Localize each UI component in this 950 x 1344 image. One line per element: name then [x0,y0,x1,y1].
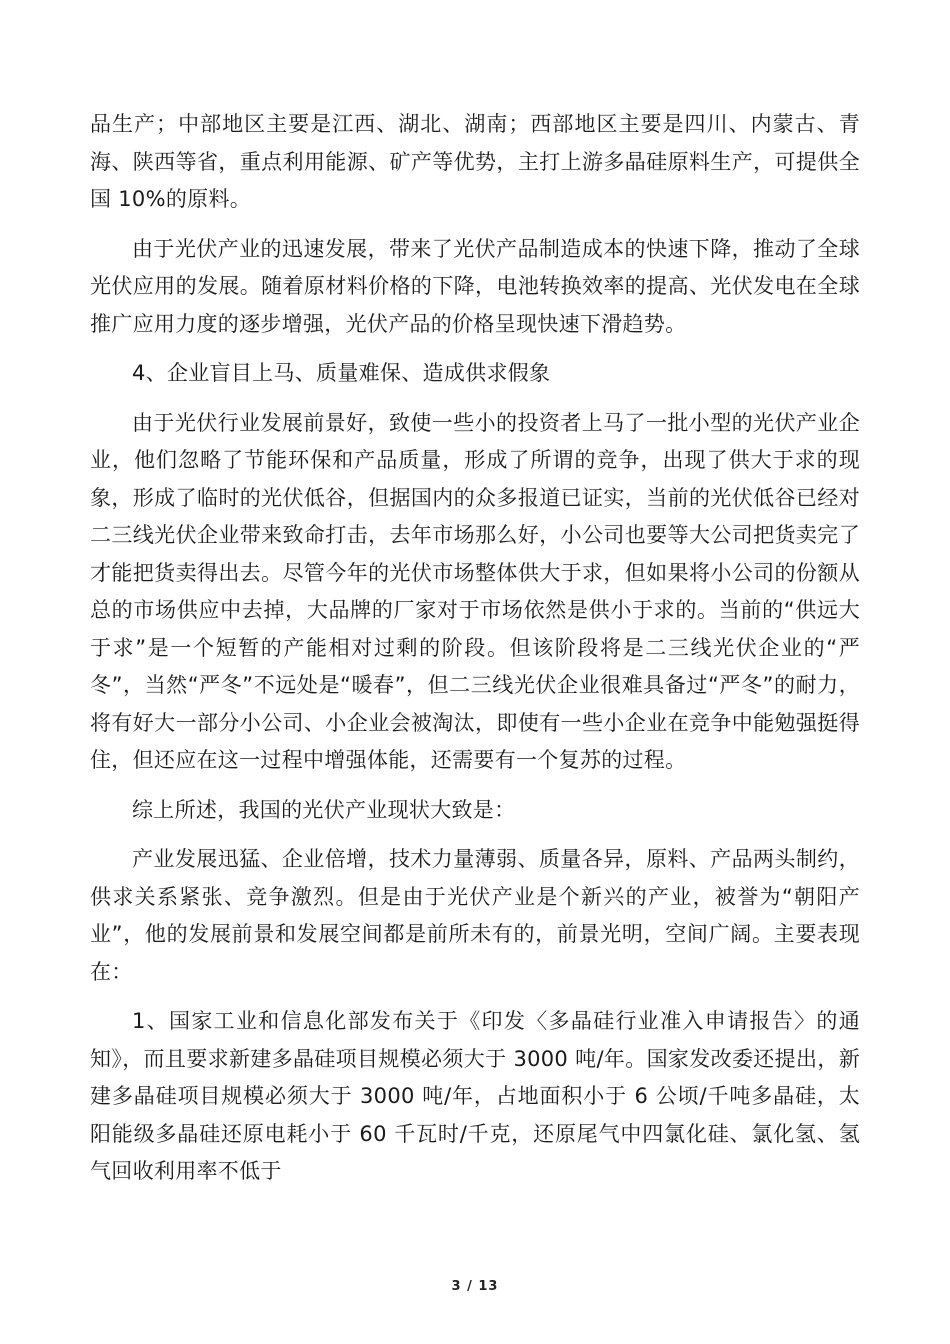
paragraph-supply-demand: 由于光伏行业发展前景好，致使一些小的投资者上马了一批小型的光伏产业企业，他们忽略了节能环保和产品质量，形成了所谓的竞争，出现了供大于求的现象，形成了临时的光伏低谷，但据国内的众多报道已证实，当前的光伏低谷已经对二三线光伏企业带来致命打击，去年市场那么好，小公司也要等大公司把货卖完了才能把货卖得出去。尽管今年的光伏市场整体供大于求，但如果将小公司的份额从总的市场供应中去掉，大品牌的厂家对于市场依然是供小于求的。当前的“供远大于求”是一个短暂的产能相对过剩的阶段。但该阶段将是二三线光伏企业的“严冬”，当然“严冬”不远处是“暖春”，但二三线光伏企业很难具备过“严冬”的耐力，将有好大一部分小公司、小企业会被淘汰，即使有一些小企业在竞争中能勉强挺得住，但还应在这一过程中增强体能，还需要有一个复苏的过程。 [90,410,860,772]
section-heading-4: 4、企业盲目上马、质量难保、造成供求假象 [132,361,551,385]
paragraph-cost-decline: 由于光伏产业的迅速发展，带来了光伏产品制造成本的快速下降，推动了全球光伏应用的发展。随着原材料价格的下降，电池转换效率的提高、光伏发电在全球推广应用力度的逐步增强，光伏产品的价格呈现快速下滑趋势。 [90,236,860,336]
page-number: 3 / 13 [451,1279,499,1294]
paragraph-policy-1: 1、国家工业和信息化部发布关于《印发〈多晶硅行业准入申请报告〉的通知》，而且要求新建多晶硅项目规模必须大于 3000 吨/年。国家发改委还提出，新建多晶硅项目规模必须大于 3000 吨/年，占地面积小于 6 公顷/千吨多晶硅，太阳能级多晶硅还原电耗小于 60 千瓦时/千克，还原尾气中四氯化硅、氯化氢、氢气回收利用率不低于 [90,1009,860,1183]
paragraph-industry-status: 产业发展迅猛、企业倍增，技术力量薄弱、质量各异，原料、产品两头制约，供求关系紧张、竞争激烈。但是由于光伏产业是个新兴的产业，被誉为“朝阳产业”，他的发展前景和发展空间都是前所未有的，前景光明，空间广阔。主要表现在： [90,847,860,984]
paragraph-continuation: 品生产；中部地区主要是江西、湖北、湖南；西部地区主要是四川、内蒙古、青海、陕西等省，重点利用能源、矿产等优势，主打上游多晶硅原料生产，可提供全国 10%的原料。 [90,112,860,211]
paragraph-summary-intro: 综上所述，我国的光伏产业现状大致是： [132,797,516,822]
document-body [90,106,860,1191]
